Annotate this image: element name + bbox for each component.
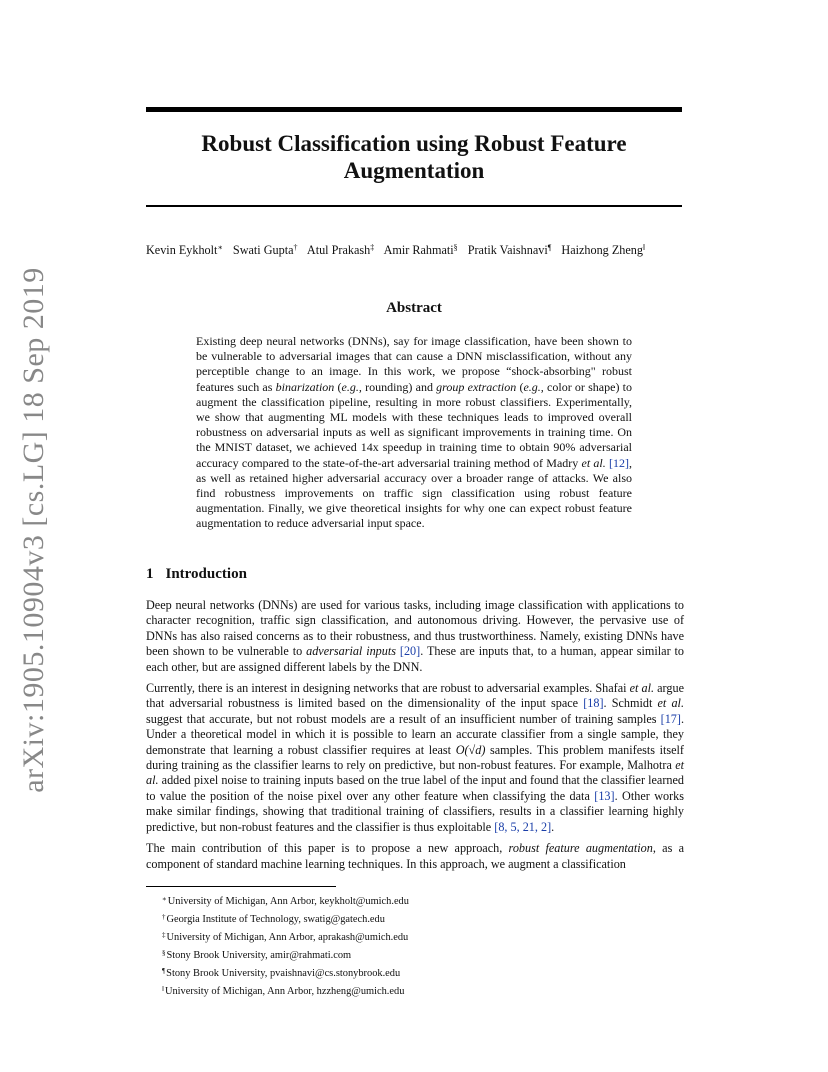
citation-link[interactable]: [18]: [583, 696, 604, 711]
footnote: ‖University of Michigan, Ann Arbor, hzzheng@umich.edu: [162, 984, 405, 997]
footnote: §Stony Brook University, amir@rahmati.com: [162, 948, 352, 961]
author: Atul Prakash‡: [306, 243, 375, 257]
paper-title: [146, 130, 682, 184]
author: Kevin Eykholt∗: [146, 243, 223, 257]
math-expression: O(√d): [455, 742, 486, 757]
author-list: [146, 240, 686, 258]
paragraph: Deep neural networks (DNNs) are used for various tasks, including image classification with applications to character recognition, traffic sign classification, and autonomous driving. However, the pervasive use of DNNs has also raised concerns as to their robustness, and thus trustworthiness. Namely, existing DNNs have been shown to be vulnerable to adversarial inputs [20]. These are inputs that, to a human, appear similar to each other, but are assigned different labels by the DNN.: [146, 598, 685, 674]
introduction-body: [146, 598, 684, 878]
footnote-rule: [146, 886, 336, 887]
author: Swati Gupta†: [232, 243, 298, 257]
citation-link[interactable]: [20]: [399, 644, 421, 659]
citation-link[interactable]: [8, 5, 21, 2]: [494, 819, 552, 834]
section-heading: 1 Introduction: [146, 566, 247, 582]
author: Amir Rahmati§: [383, 243, 458, 257]
abstract-paragraph: Existing deep neural networks (DNNs), say for image classification, have been shown to be vulnerable to adversarial images that can cause a DNN misclassification, without any perceptible change to an image. In this work, we propose “shock-absorbing" robust features such as binarization (e.g., rounding) and group extraction (e.g., color or shape) to augment the classification pipeline, resulting in more robust classifiers. Experimentally, we show that augmenting ML models with these techniques leads to improved overall robustness on adversarial inputs as well as significant improvements in training time. On the MNIST dataset, we achieved 14x speedup in training time to obtain 90% adversarial accuracy compared to the state-of-the-art adversarial training method of Madry et al. [12], as well as retained higher adversarial accuracy over a broader range of attacks. We also find robustness improvements on traffic sign classification using robust feature augmentation. Finally, we give theoretical insights for why one can expect robust feature augmentation to reduce adversarial input space.: [196, 334, 633, 531]
arxiv-stamp: arXiv:1905.10904v3 [cs.LG] 18 Sep 2019: [17, 267, 50, 793]
footnote: ‡University of Michigan, Ann Arbor, aprakash@umich.edu: [162, 930, 409, 943]
title-rule-top: [146, 107, 682, 112]
author: Haizhong Zheng‖: [561, 243, 646, 257]
footnotes: [162, 892, 409, 999]
title-line-1: Robust Classification using Robust Feature: [201, 131, 627, 156]
title-line-2: Augmentation: [343, 158, 485, 183]
paragraph: The main contribution of this paper is to propose a new approach, robust feature augmentation, as a component of standard machine learning techniques. In this approach, we augment a classification: [146, 841, 684, 871]
citation-link[interactable]: [13]: [594, 788, 615, 803]
paragraph: Currently, there is an interest in designing networks that are robust to adversarial examples. Shafai et al. argue that adversarial robustness is limited based on the dimensionality of the input space [18]. Schmidt et al. suggest that accurate, but not robust models are a result of an insufficient number of training samples [17]. Under a theoretical model in which it is possible to learn an accurate classifier from a single sample, they demonstrate that learning a robust classifier requires at least O(√d) samples. This problem manifests itself during training as the classifier learns to rely on predictive, but non-robust features. For example, Malhotra et al. added pixel noise to training inputs based on the true label of the input and found that the classifier learned to value the position of the noise pixel over any other feature when classifying the data [13]. Other works make similar findings, showing that traditional training of classifiers, results in a classifier learning highly predictive, but non-robust features and the classifier is thus exploitable [8, 5, 21, 2].: [146, 681, 684, 834]
footnote: ¶Stony Brook University, pvaishnavi@cs.stonybrook.edu: [162, 966, 401, 979]
footnote: ∗University of Michigan, Ann Arbor, keykholt@umich.edu: [162, 895, 409, 907]
author: Pratik Vaishnavi¶: [467, 243, 552, 257]
citation-link[interactable]: [17]: [660, 711, 681, 726]
abstract-body: [196, 334, 632, 532]
title-rule-bottom: [146, 205, 682, 207]
citation-link[interactable]: [12]: [609, 455, 630, 470]
abstract-heading: Abstract: [386, 300, 442, 316]
footnote: †Georgia Institute of Technology, swatig@gatech.edu: [162, 912, 385, 925]
